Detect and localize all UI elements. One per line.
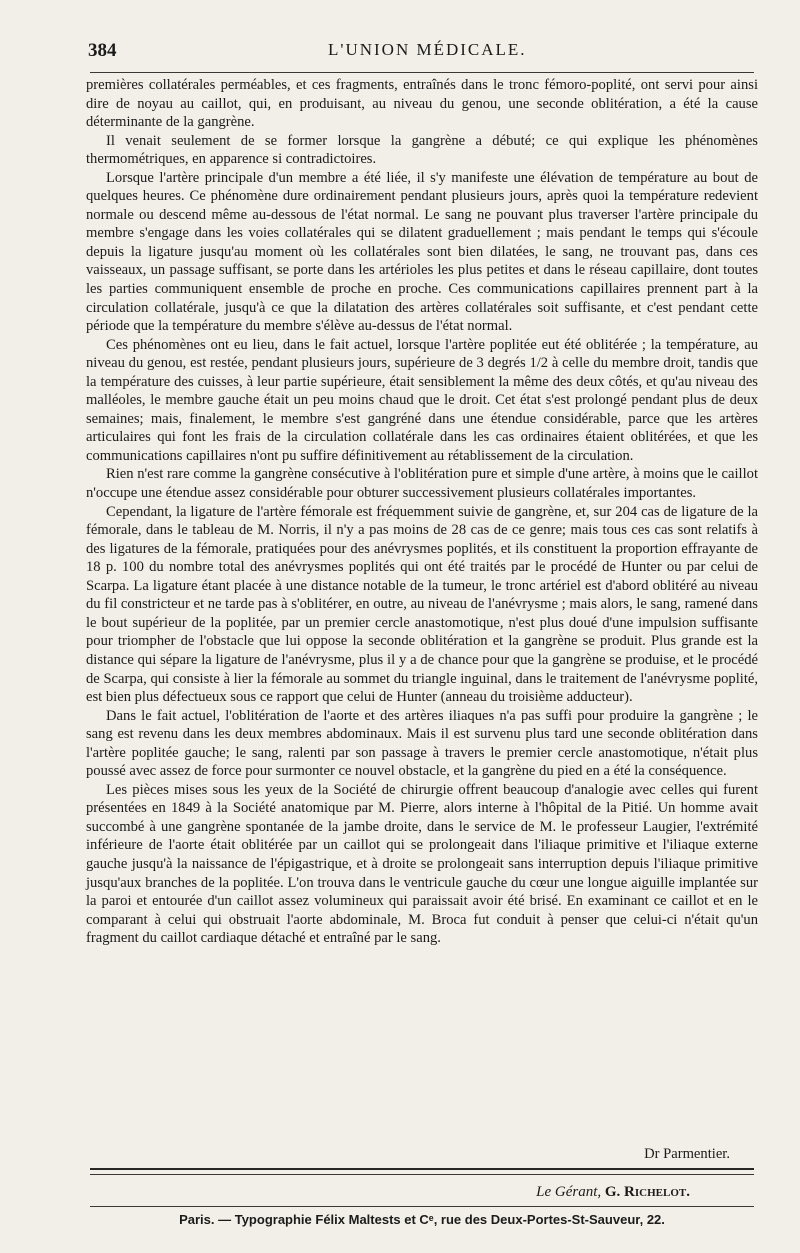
paragraph-2: Il venait seulement de se former lorsque la gangrène a débuté; ce qui explique les phénomènes thermométriques, en apparence si contradictoires.: [86, 132, 758, 168]
paragraph-5: Rien n'est rare comme la gangrène consécutive à l'oblitération pure et simple d'une artère, à moins que le caillot n'occupe une étendue assez considérable pour obturer successivement plusieurs collatérales importantes.: [86, 466, 758, 502]
printer-line: Paris. — Typographie Félix Maltests et Cᵉ, rue des Deux-Portes-St-Sauveur, 22.: [179, 1212, 665, 1227]
paragraph-8: Les pièces mises sous les yeux de la Société de chirurgie offrent beaucoup d'analogie avec celles qui furent présentées en 1849 à la Société anatomique par M. Pierre, alors interne à l'hôpital de la Pitié. Un homme avait succombé à une gangrène spontanée de la jambe droite, dans le service de M. le professeur Laugier, l'extrémité inférieure de l'aorte était oblitérée par un caillot qui se prolongeait dans l'iliaque primitive et l'iliaque externe gauche jusqu'à la naissance de l'épigastrique, et à droite se prolongeait sans interruption depuis l'iliaque primitive jusqu'aux branches de la poplitée. L'on trouva dans le ventricule gauche du cœur une longue aiguille implantée sur la paroi et entourée d'un caillot assez volumineux qui paraissait avoir été brisé. En examinant ce caillot et en le comparant à celui qui obstruait l'aorte abdominale, M. Broca fut conduit à penser que celui-ci n'était qu'un fragment du caillot cardiaque détaché et entraîné par le sang.: [86, 781, 758, 947]
manager-name: G. Richelot.: [604, 1184, 690, 1200]
manager-credit: [480, 1184, 690, 1201]
journal-title: L'UNION MÉDICALE.: [328, 40, 527, 59]
paragraph-4: Ces phénomènes ont eu lieu, dans le fait actuel, lorsque l'artère poplitée eut été oblitérée ; la température, au niveau du genou, est restée, pendant plusieurs jours, supérieure de 3 degrés 1/2 à celle du membre droit, tandis que la température des cuisses, à leur partie supérieure, était sensiblement la même des deux côtés, et qu'au niveau des malléoles, le membre gauche était un peu moins chaud que le droit. Cet état s'est prolongé pendant plus de deux semaines; mais, finalement, le membre s'est gangréné dans une étendue considérable, parce que les artères articulaires qui font les frais de la circulation collatérale dans les cas ordinaires étaient oblitérées, et que les communications capillaires n'ont pu suffire définitivement au rétablissement de la circulation.: [86, 336, 758, 464]
author-signature: Dr Parmentier.: [644, 1146, 730, 1162]
header-rule: [90, 72, 754, 73]
paragraph-7: Dans le fait actuel, l'oblitération de l'aorte et des artères iliaques n'a pas suffi pour produire la gangrène ; le sang est revenu dans les deux membres abdominaux. Mais il est survenu plus tard une seconde oblitération dans l'artère poplitée gauche; le sang, ralenti par son passage à travers le premier cercle anastomotique, n'était plus poussé avec assez de force pour surmonter ce nouvel obstacle, et la gangrène du pied en a été la conséquence.: [86, 707, 758, 780]
paragraph-1: premières collatérales perméables, et ces fragments, entraînés dans le tronc fémoro-poplité, ont servi pour ainsi dire de noyau au caillot, qui, en produisant, au niveau du genou, une seconde oblitération, a été la cause déterminante de la gangrène.: [86, 77, 758, 131]
footer-rule-bottom: [90, 1174, 754, 1175]
article-body: [86, 76, 758, 948]
page-number: 384: [88, 40, 117, 61]
paragraph-6: Cependant, la ligature de l'artère fémorale est fréquemment suivie de gangrène, et, sur 204 cas de ligature de la fémorale, dans le tableau de M. Norris, il n'y a pas moins de 28 cas de ce genre; mais tous ces cas sont relatifs à des ligatures de la fémorale, pratiquées pour des anévrysmes poplités, et ils constituent la proportion effrayante de 18 p. 100 du nombre total des anévrysmes poplités qui ont été traités par le procédé de Hunter ou par celui de Scarpa. La ligature étant placée à une distance notable de la tumeur, le tronc artériel est d'abord oblitéré au niveau du fil constricteur et ne tarde pas à s'oblitérer, en outre, au niveau de l'anévrysme ; mais alors, le sang, ramené dans le bout supérieur de la poplitée, par un premier cercle anastomotique, n'est plus doué d'une impulsion suffisante pour triompher de l'obstacle que lui oppose la seconde oblitération et la gangrène se produit. Plus grande est la distance qui sépare la ligature de l'anévrysme, plus il y a de chance pour que la gangrène se produise, et le procédé de Scarpa, qui consiste à lier la fémorale au sommet du triangle inguinal, dans le traitement de l'anévrysme poplité, est bien plus défectueux sous ce rapport que celui de Hunter (anneau du troisième adducteur).: [86, 503, 758, 706]
paragraph-3: Lorsque l'artère principale d'un membre a été liée, il s'y manifeste une élévation de température au bout de quelques heures. Ce phénomène dure ordinairement pendant plusieurs jours, après quoi la température redevient normale ou descend même au-dessous de l'état normal. Le sang ne pouvant plus traverser l'artère principale du membre s'engage dans les voies collatérales qui se dilatent graduellement ; mais pendant le temps qui s'écoule depuis la ligature jusqu'au moment où les collatérales sont bien dilatées, le sang, ne trouvant pas, dans ces vaisseaux, un passage suffisant, se porte dans les artérioles les plus petites et dans le réseau capillaire, dont toutes les parties communiquent ensemble de proche en proche. Ces communications capillaires prennent part à la circulation collatérale, jusqu'à ce que la dilatation des artères collatérales soit suffisante, et c'est pendant cette période que la température du membre s'élève au-dessus de l'état normal.: [86, 169, 758, 335]
page-header: [88, 40, 748, 64]
printer-rule: [90, 1206, 754, 1207]
manager-label: Le Gérant,: [536, 1184, 602, 1200]
footer-rule-top: [90, 1168, 754, 1170]
